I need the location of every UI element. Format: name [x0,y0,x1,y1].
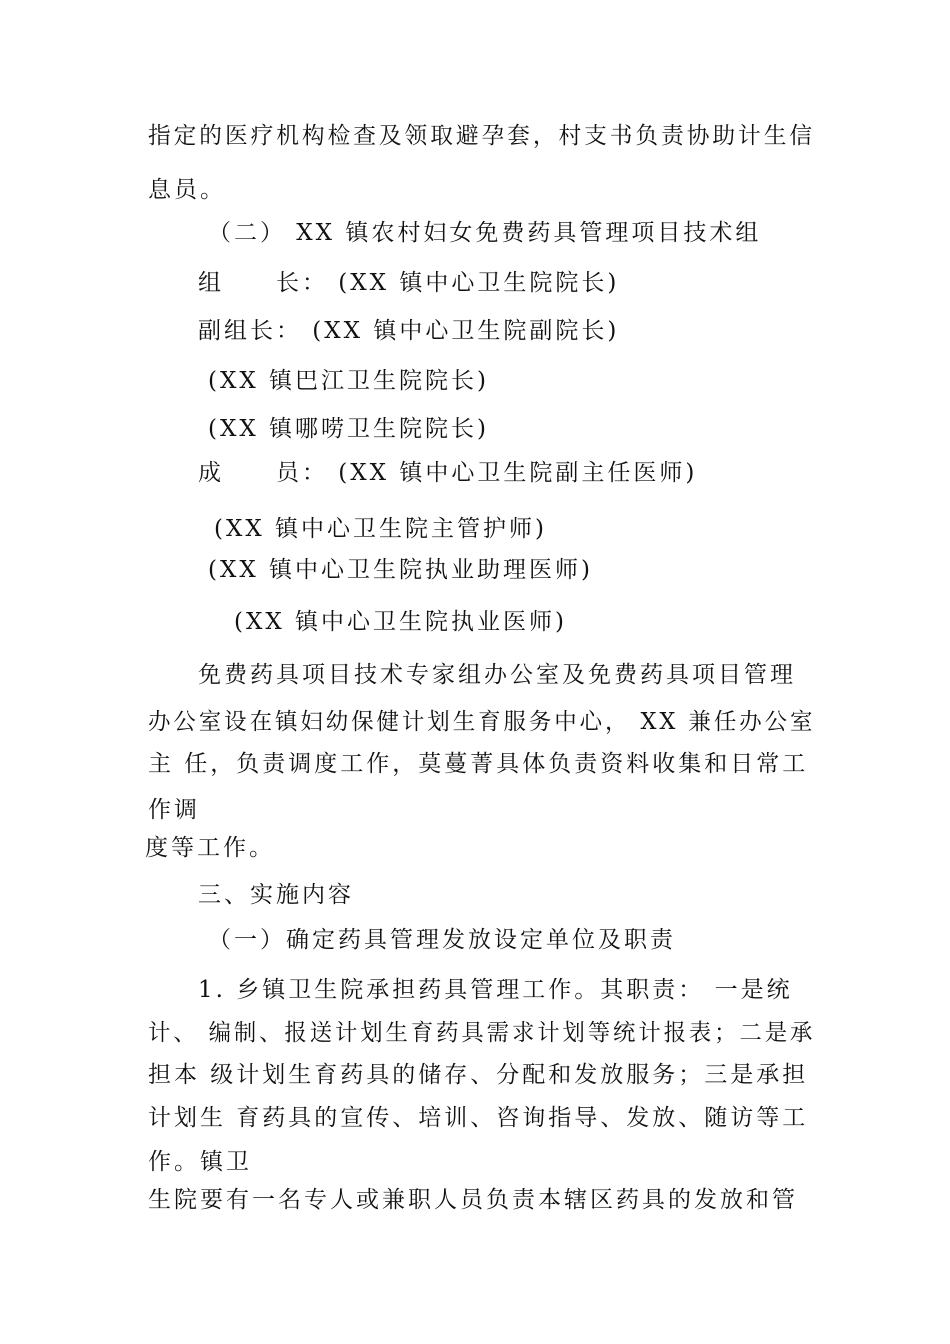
section-subheading: （二） XX 镇农村妇女免费药具管理项目技术组 [208,220,762,246]
text-line: 作调 [148,797,200,823]
text-line: 度等工作。 [145,835,275,861]
text-line: 主 任，负责调度工作，莫蔓菁具体负责资料收集和日常工 [148,751,809,777]
text-line: 生院要有一名专人或兼职人员负责本辖区药具的发放和管 [148,1187,798,1213]
text-line: 组 长： (XX 镇中心卫生院院长) [198,270,620,296]
section-heading: 三、实施内容 [198,882,354,908]
text-line: 副组长： (XX 镇中心卫生院副院长) [198,318,620,344]
text-line: 计划生 育药具的宣传、培训、咨询指导、发放、随访等工 [148,1105,809,1131]
text-line: (XX 镇巴江卫生院院长) [208,368,490,394]
text-line: 息员。 [148,177,226,203]
text-line: (XX 镇中心卫生院主管护师) [214,516,548,542]
text-line: (XX 镇中心卫生院执业助理医师) [208,557,594,583]
text-line: (XX 镇中心卫生院执业医师) [234,609,568,635]
text-line: 免费药具项目技术专家组办公室及免费药具项目管理 [198,662,796,688]
text-line: 1. 乡镇卫生院承担药具管理工作。其职责： 一是统 [198,977,793,1003]
text-line: 担本 级计划生育药具的储存、分配和发放服务；三是承担 [148,1062,809,1088]
text-line: (XX 镇哪唠卫生院院长) [208,416,490,442]
section-subheading: （一）确定药具管理发放设定单位及职责 [208,927,676,953]
text-line: 指定的医疗机构检查及领取避孕套，村支书负责协助计生信 [148,123,816,149]
text-line: 办公室设在镇妇幼保健计划生育服务中心， XX 兼任办公室 [148,709,816,735]
text-line: 作。镇卫 [148,1149,252,1175]
text-line: 计、 编制、报送计划生育药具需求计划等统计报表；二是承 [148,1020,816,1046]
text-line: 成 员： (XX 镇中心卫生院副主任医师) [198,460,698,486]
